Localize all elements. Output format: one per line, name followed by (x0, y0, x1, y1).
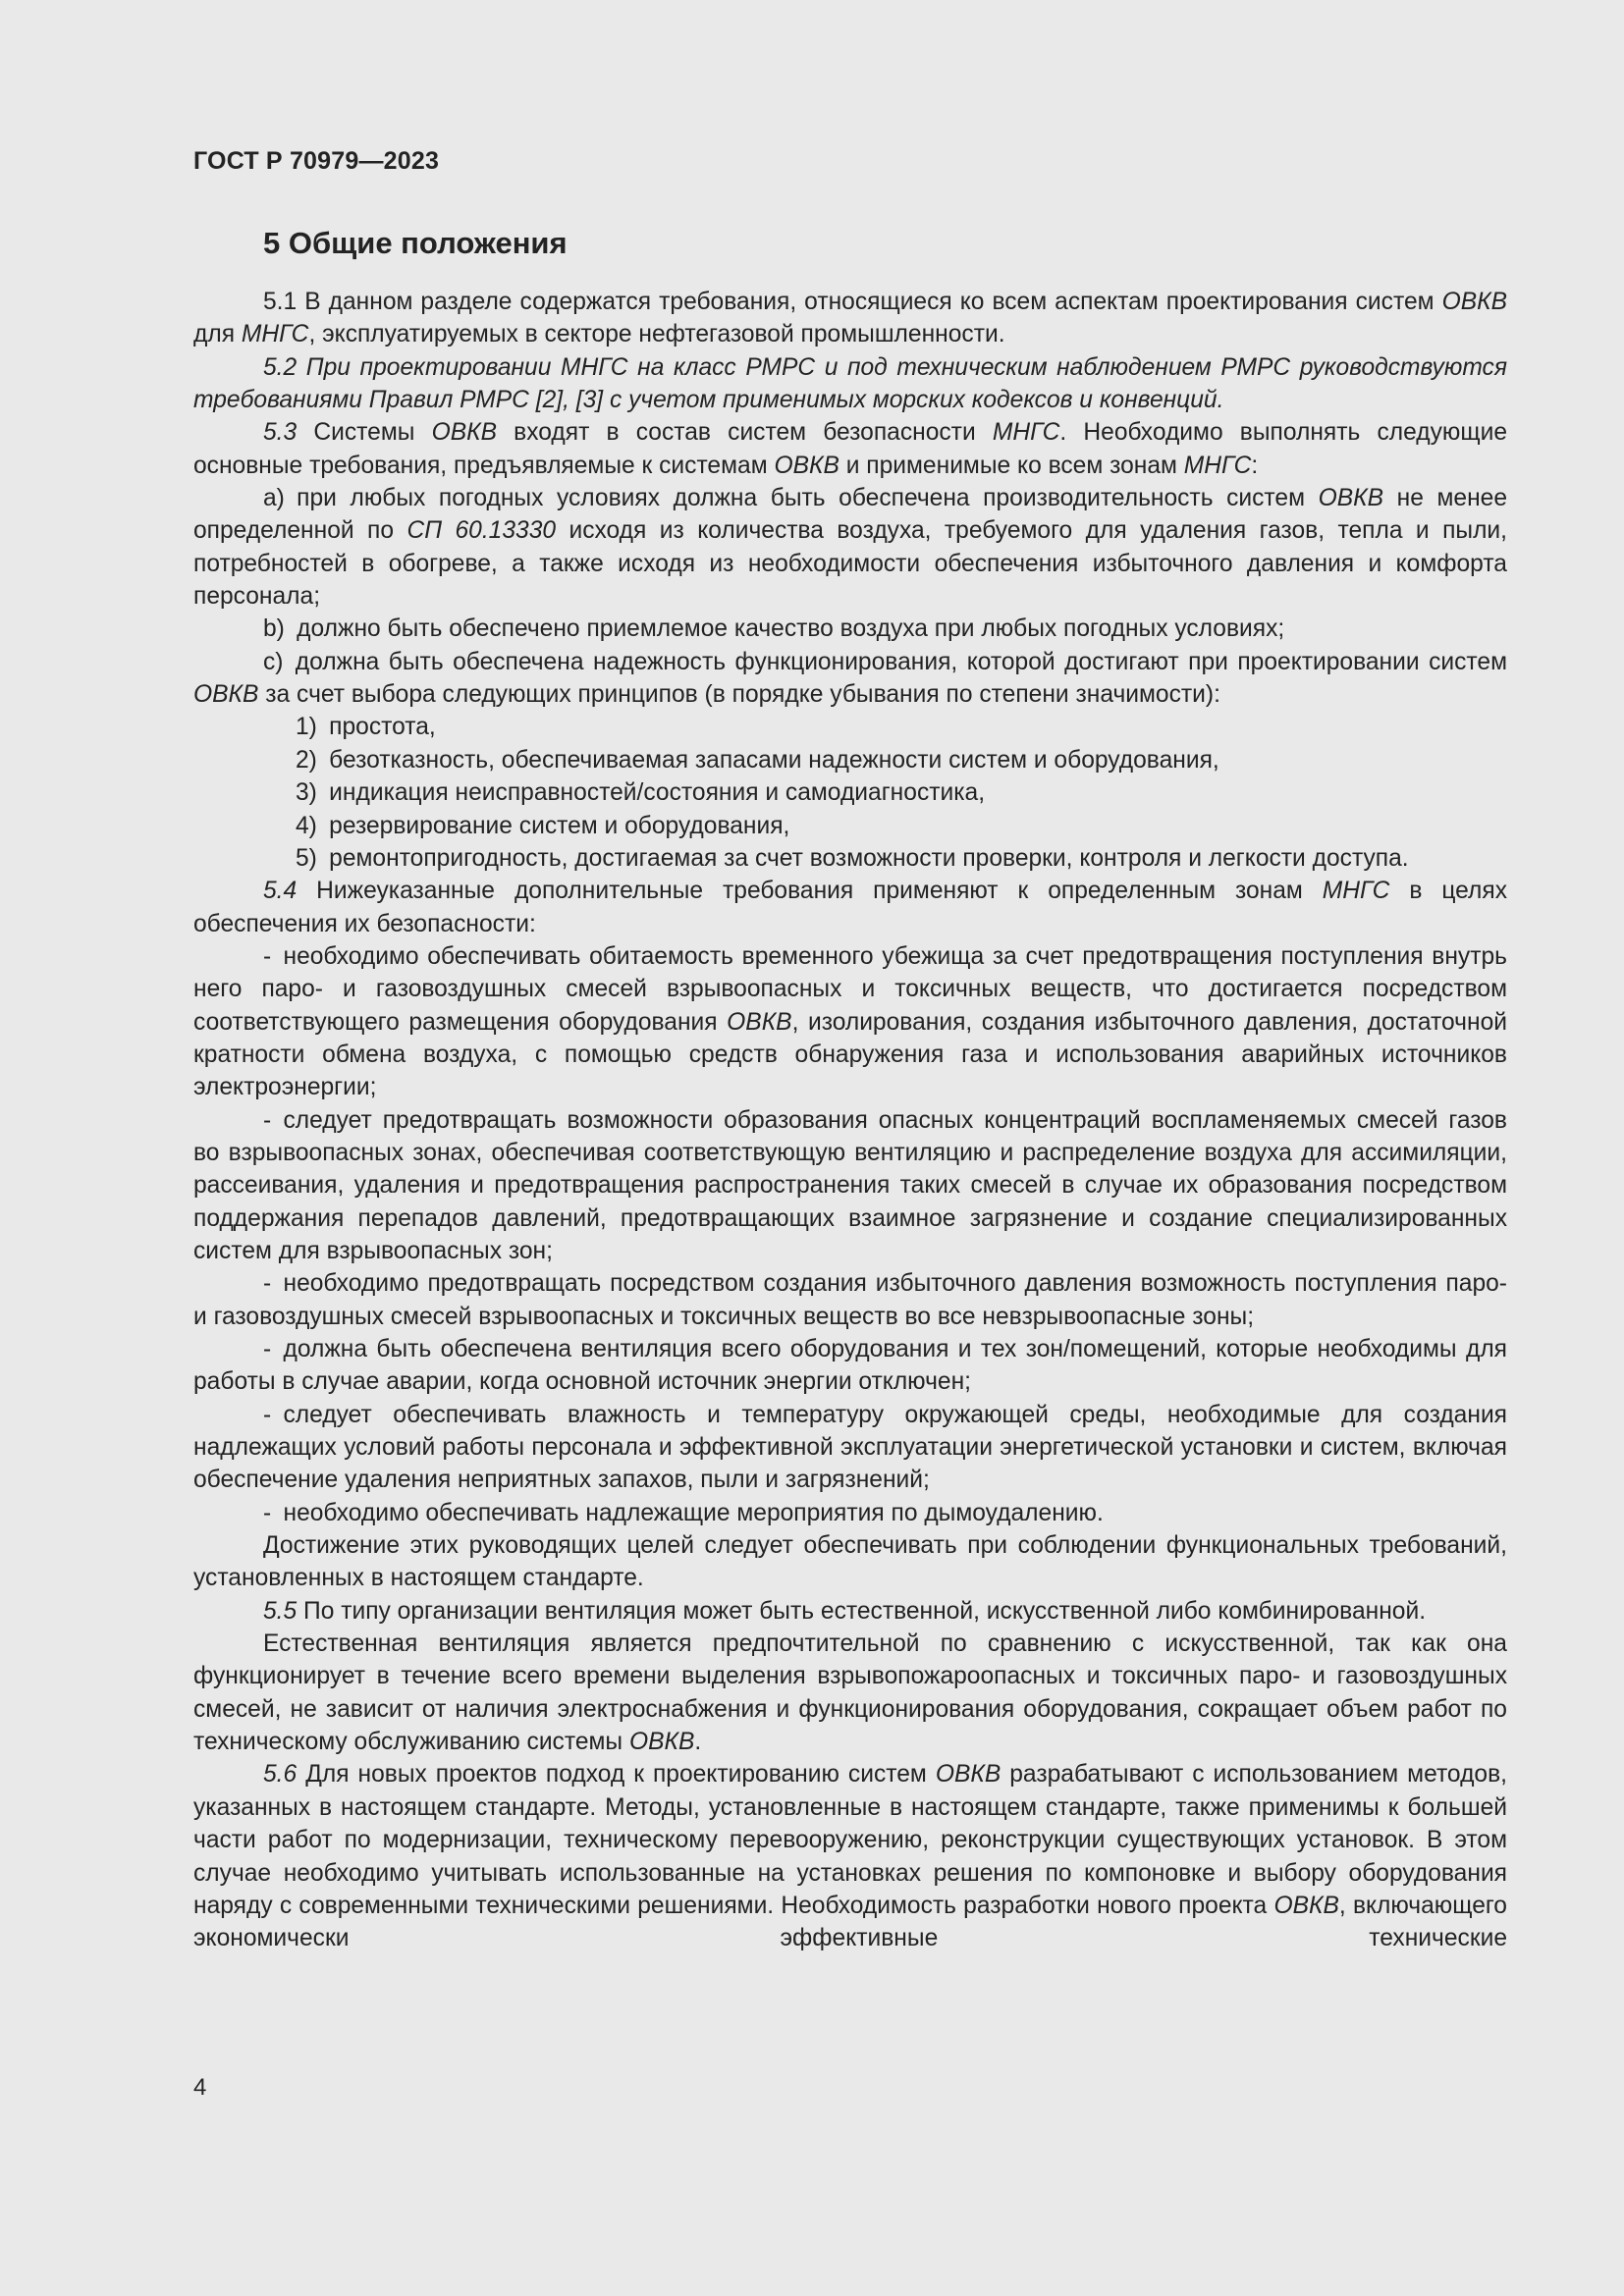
list-item (193, 1267, 1507, 1333)
text-run: , изолирования, создания избыточного давления, достаточной кратности обмена воздуха, с помощью средств обнаружения газа и использования аварийных источников электроэнергии; (193, 1008, 1507, 1101)
italic-run: 5.3 (263, 419, 298, 447)
list-item (193, 1333, 1507, 1399)
italic-run: ОВКВ (1273, 1892, 1339, 1919)
italic-run: МНГС (992, 419, 1060, 447)
document-code-header: ГОСТ Р 70979—2023 (193, 147, 440, 175)
paragraph (193, 416, 1507, 482)
text-run: - необходимо обеспечивать обитаемость временного убежища за счет предотвращения поступления внутрь него паро- и газовоздушных смесей взрывоопасных и токсичных веществ, что достигается посредством соответствующего размещения оборудования (193, 942, 1507, 1036)
text-run: исходя из количества воздуха, требуемого для удаления газов, тепла и пыли, потребностей в обогреве, а также исходя из необходимости обеспечения избыточного давления и комфорта персонала; (193, 517, 1507, 611)
text-run: Для новых проектов подход к проектированию систем (297, 1761, 936, 1789)
text-run: - необходимо предотвращать посредством создания избыточного давления возможность поступления паро- и газовоздушных смесей взрывоопасных и токсичных веществ во все невзрывоопасные зоны; (193, 1270, 1507, 1330)
italic-run: ОВКВ (193, 681, 259, 709)
text-run: a) при любых погодных условиях должна быть обеспечена производительность систем (263, 485, 1319, 512)
text-run: Системы (297, 419, 432, 447)
text-run: за счет выбора следующих принципов (в порядке убывания по степени значимости): (258, 681, 1220, 709)
text-run: 5) ремонтопригодность, достигаемая за счет возможности проверки, контроля и легкости доступа. (296, 844, 1409, 872)
list-item (193, 1104, 1507, 1268)
text-run: и применимые ко всем зонам (839, 452, 1184, 479)
text-run: - следует предотвращать возможности образования опасных концентраций воспламеняемых смесей газов во взрывоопасных зонах, обеспечивая соответствующую вентиляцию и распределение воздуха для ассимиляции, рассеивания, удаления и предотвращения распространения таких смесей в случае их образования посредством поддержания перепадов давлений, предотвращающих взаимное загрязнение и создание специализированных систем для взрывоопасных зон; (193, 1106, 1507, 1264)
list-item (193, 1399, 1507, 1497)
text-run: , эксплуатируемых в секторе нефтегазовой промышленности. (308, 321, 1005, 348)
text-run: Достижение этих руководящих целей следует обеспечивать при соблюдении функциональных требований, установленных в настоящем стандарте. (193, 1532, 1507, 1592)
italic-run: МНГС (1183, 452, 1252, 479)
text-run: c) должна быть обеспечена надежность функционирования, которой достигают при проектировании систем (263, 648, 1507, 675)
section-body (193, 286, 1507, 1955)
paragraph (193, 1758, 1507, 1954)
italic-run: ОВКВ (774, 452, 839, 479)
text-run: - должна быть обеспечена вентиляция всего оборудования и тех зон/помещений, которые необходимы для работы в случае аварии, когда основной источник энергии отключен; (193, 1336, 1507, 1396)
italic-run: СП 60.13330 (406, 517, 557, 545)
text-run: разрабатывают с использованием методов, указанных в настоящем стандарте. Методы, установленные в настоящем стандарте, также применимы к большей части работ по модернизации, техническому перевооружению, реконструкции существующих установок. В этом случае необходимо учитывать использованные на установках решения по компоновке и выбору оборудования наряду с современными техническими решениями. Необходимость разработки нового проекта (193, 1761, 1507, 1919)
text-run: входят в состав систем безопасности (497, 419, 993, 447)
section-title: 5 Общие положения (263, 226, 568, 260)
paragraph (193, 286, 1507, 351)
text-run: - необходимо обеспечивать надлежащие мероприятия по дымоудалению. (263, 1499, 1104, 1526)
list-item (193, 613, 1507, 645)
text-run: По типу организации вентиляция может быть естественной, искусственной либо комбинированной. (297, 1597, 1427, 1625)
italic-run: 5.4 (263, 878, 298, 905)
italic-run: 5.5 (263, 1597, 298, 1625)
text-run: 3) индикация неисправностей/состояния и самодиагностика, (296, 779, 986, 807)
text-run: не менее определенной по (193, 485, 1508, 545)
list-item (193, 482, 1507, 613)
text-run: b) должно быть обеспечено приемлемое качество воздуха при любых погодных условиях; (263, 615, 1285, 643)
italic-run: ОВКВ (935, 1761, 1001, 1789)
text-run: 2) безотказность, обеспечиваемая запасами надежности систем и оборудования, (296, 746, 1219, 774)
italic-run: ОВКВ (628, 1729, 695, 1756)
text-run: для (193, 321, 242, 348)
sub-list-item (193, 776, 1507, 809)
italic-run: МНГС (1322, 878, 1390, 905)
list-item (193, 646, 1507, 712)
paragraph (193, 875, 1507, 940)
text-run: 1) простота, (296, 714, 436, 741)
italic-run: ОВКВ (1318, 485, 1384, 512)
sub-list-item (193, 711, 1507, 743)
italic-run: ОВКВ (1441, 289, 1507, 315)
text-run: , включающего экономически эффективные технические (193, 1892, 1507, 1952)
page-number: 4 (193, 2074, 207, 2101)
paragraph (193, 351, 1507, 417)
text-run: . (694, 1729, 702, 1756)
italic-run: МНГС (241, 321, 309, 348)
text-run: Нижеуказанные дополнительные требования применяют к определенным зонам (297, 878, 1323, 905)
sub-list-item (193, 810, 1507, 842)
paragraph (193, 1529, 1507, 1595)
paragraph (193, 1628, 1507, 1758)
text-run: 5.1 В данном разделе содержатся требования, относящиеся ко всем аспектам проектирования систем (263, 289, 1442, 315)
text-run: . Необходимо выполнять следующие основные требования, предъявляемые к системам (193, 419, 1507, 479)
sub-list-item (193, 744, 1507, 776)
italic-run: ОВКВ (431, 419, 498, 447)
italic-run: 5.2 При проектировании МНГС на класс РМРС и под техническим наблюдением РМРС руководствуются требованиями Правил РМРС [2], [3] с учетом применимых морских кодексов и конвенций. (193, 353, 1507, 414)
italic-run: 5.6 (263, 1761, 298, 1789)
list-item (193, 1497, 1507, 1529)
italic-run: ОВКВ (727, 1008, 792, 1036)
text-run: 4) резервирование систем и оборудования, (296, 812, 790, 839)
text-run: Естественная вентиляция является предпочтительной по сравнению с искусственной, так как она функционирует в течение всего времени выделения взрывопожароопасных и токсичных паро- и газовоздушных смесей, не зависит от наличия электроснабжения и функционирования оборудования, сокращает объем работ по техническому обслуживанию системы (193, 1630, 1507, 1756)
paragraph (193, 1595, 1507, 1628)
text-run: - следует обеспечивать влажность и температуру окружающей среды, необходимые для создания надлежащих условий работы персонала и эффективной эксплуатации энергетической установки и систем, включая обеспечение удаления неприятных запахов, пыли и загрязнений; (193, 1401, 1507, 1494)
text-run: в целях обеспечения их безопасности: (193, 878, 1507, 937)
list-item (193, 940, 1507, 1104)
sub-list-item (193, 842, 1507, 875)
text-run: : (1251, 452, 1259, 479)
